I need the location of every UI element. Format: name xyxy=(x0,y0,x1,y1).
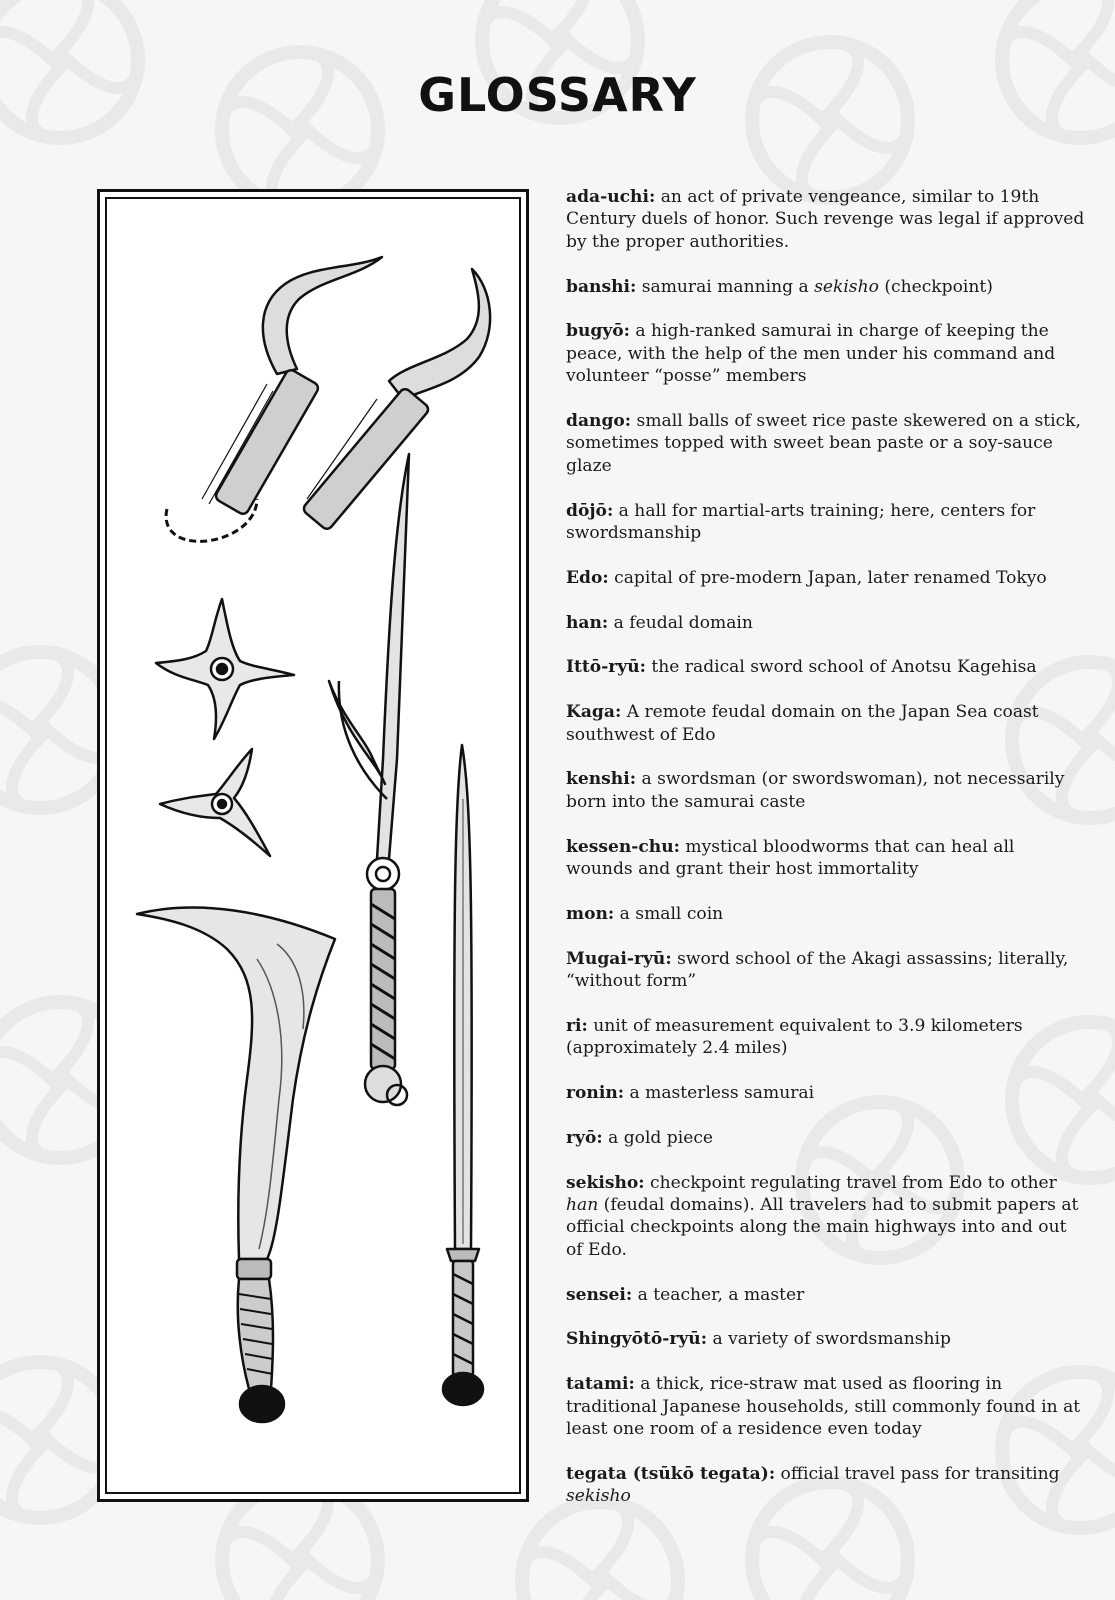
glossary-term: ronin: xyxy=(566,1083,625,1104)
glossary-term: dango: xyxy=(566,411,632,432)
glossary-definition: capital of pre-modern Japan, later renamed Tokyo xyxy=(608,567,1047,588)
glossary-definition: (feudal domains). All travelers had to submit papers at official checkpoints along the main highways into and out of Edo. xyxy=(566,1195,1079,1260)
glossary-definition: han xyxy=(566,1195,599,1216)
glossary-definition: samurai manning a xyxy=(636,276,815,297)
glossary-term: sekisho: xyxy=(566,1172,645,1193)
glossary-definition: small balls of sweet rice paste skewered on a stick, sometimes topped with sweet bean paste or a soy-sauce glaze xyxy=(566,411,1081,476)
glossary-term: Kaga: xyxy=(566,702,622,723)
glossary-definition: sekisho xyxy=(814,276,879,297)
glossary-term: ada-uchi: xyxy=(566,187,656,207)
glossary-entry xyxy=(566,656,1086,678)
glossary-term: banshi: xyxy=(566,276,637,297)
glossary-definition: a high-ranked samurai in charge of keeping the peace, with the help of the men under his command and volunteer “posse” members xyxy=(566,321,1056,387)
shuriken-four-point-icon xyxy=(156,599,294,739)
glossary-entry xyxy=(566,612,1086,634)
glossary-definition: a hall for martial-arts training; here, centers for swordsmanship xyxy=(566,500,1036,544)
glossary-term: tegata (tsūkō tegata): xyxy=(566,1463,776,1484)
glossary-definition: the radical sword school of Anotsu Kagehisa xyxy=(645,657,1037,678)
glossary-list xyxy=(566,186,1086,1530)
glossary-term: ri: xyxy=(566,1015,588,1036)
glossary-entry xyxy=(566,903,1086,925)
weapons-illustration xyxy=(107,199,523,1496)
glossary-entry xyxy=(566,410,1086,477)
weapons-illustration-inner-border xyxy=(105,197,521,1494)
straight-sword-icon xyxy=(443,745,483,1405)
glossary-definition: a variety of swordsmanship xyxy=(707,1329,951,1350)
glossary-entry xyxy=(566,1284,1086,1306)
glossary-definition: checkpoint regulating travel from Edo to other xyxy=(644,1172,1057,1193)
glossary-term: kenshi: xyxy=(566,769,637,790)
glossary-definition: official travel pass for transiting xyxy=(775,1463,1060,1484)
shuriken-three-point-icon xyxy=(160,749,270,856)
glossary-definition: a feudal domain xyxy=(608,612,753,633)
glossary-entry xyxy=(566,500,1086,545)
glossary-entry xyxy=(566,1082,1086,1104)
glossary-definition: a teacher, a master xyxy=(632,1284,805,1305)
glossary-term: Ittō-ryū: xyxy=(566,657,646,678)
glossary-term: mon: xyxy=(566,903,615,924)
glossary-entry xyxy=(566,186,1086,253)
glossary-entry xyxy=(566,701,1086,746)
glossary-term: tatami: xyxy=(566,1374,635,1395)
jitte-forked-truncheon-icon xyxy=(329,454,409,1105)
glossary-entry xyxy=(566,1015,1086,1060)
glossary-definition: A remote feudal domain on the Japan Sea coast southwest of Edo xyxy=(566,702,1039,745)
glossary-term: kessen-chu: xyxy=(566,836,680,857)
glossary-term: ryō: xyxy=(566,1127,603,1148)
glossary-definition: an act of private vengeance, similar to 19th Century duels of honor. Such revenge was legal if approved by the proper authorities. xyxy=(566,187,1085,252)
weapons-illustration-panel xyxy=(97,189,529,1502)
glossary-definition: mystical bloodworms that can heal all wounds and grant their host immortality xyxy=(566,836,1015,880)
glossary-entry xyxy=(566,1172,1086,1262)
glossary-definition: unit of measurement equivalent to 3.9 kilometers (approximately 2.4 miles) xyxy=(566,1015,1023,1059)
page-title: GLOSSARY xyxy=(418,68,697,122)
curved-club-blade-icon xyxy=(137,907,335,1422)
glossary-term: bugyō: xyxy=(566,321,630,342)
glossary-definition: (checkpoint) xyxy=(878,276,993,297)
glossary-definition: a thick, rice-straw mat used as flooring in traditional Japanese households, still commonly found in at least one room of a residence even today xyxy=(566,1374,1081,1440)
glossary-term: Mugai-ryū: xyxy=(566,948,672,969)
glossary-entry xyxy=(566,567,1086,589)
glossary-entry xyxy=(566,768,1086,813)
glossary-definition: sword school of the Akagi assassins; literally, “without form” xyxy=(566,948,1069,992)
glossary-definition: a swordsman (or swordswoman), not necessarily born into the samurai caste xyxy=(566,769,1065,812)
glossary-term: sensei: xyxy=(566,1284,633,1305)
glossary-definition: a small coin xyxy=(614,903,724,924)
glossary-entry xyxy=(566,948,1086,993)
kusarigama-chain-sickle-icon xyxy=(166,257,490,541)
glossary-entry xyxy=(566,1127,1086,1149)
glossary-definition: a gold piece xyxy=(602,1127,714,1148)
glossary-term: Shingyōtō-ryū: xyxy=(566,1329,708,1350)
glossary-entry xyxy=(566,1463,1086,1508)
glossary-term: han: xyxy=(566,612,609,633)
glossary-entry xyxy=(566,320,1086,387)
glossary-entry xyxy=(566,1328,1086,1350)
glossary-term: dōjō: xyxy=(566,500,614,521)
glossary-term: Edo: xyxy=(566,567,609,588)
glossary-definition: a masterless samurai xyxy=(624,1083,815,1104)
glossary-definition: sekisho xyxy=(566,1486,631,1507)
glossary-entry xyxy=(566,1373,1086,1440)
glossary-entry xyxy=(566,276,1086,298)
glossary-entry xyxy=(566,836,1086,881)
